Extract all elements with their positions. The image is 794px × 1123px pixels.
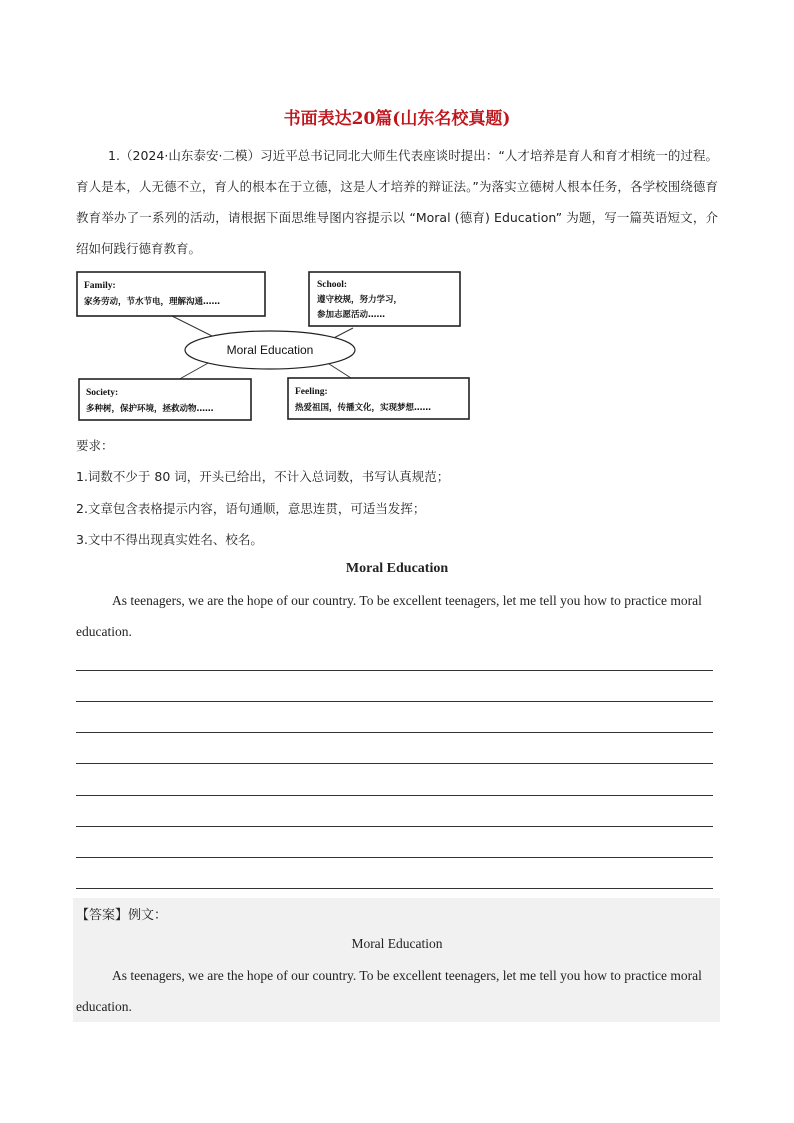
family-label: Family:	[84, 281, 116, 291]
school-text-line1: 遵守校规，努力学习，	[317, 295, 403, 305]
feeling-label: Feeling:	[295, 387, 328, 397]
requirement-item: 1.词数不少于 80 词，开头已给出，不计入总词数，书写认真规范；	[76, 469, 450, 484]
writing-line[interactable]	[76, 763, 713, 764]
school-text-line2: 参加志愿活动……	[317, 310, 386, 320]
essay-title: Moral Education	[345, 561, 449, 576]
requirement-item: 3.文中不得出现真实姓名、校名。	[76, 532, 263, 547]
family-box	[77, 272, 265, 316]
essay-opening	[76, 585, 718, 647]
question-prompt: 1.（2024·山东泰安·二模）习近平总书记同北大师生代表座谈时提出：“人才培养是育人和育才相统一的过程。育人是本，人无德不立，育人的根本在于立德，这是人才培养的辩证法。”为落实立德树人根本任务，各学校围绕德育教育举办了一系列的活动，请根据下面思维导图内容提示以 “Moral (德育) Education” 为题，写一篇英语短文，介绍如何践行德育教育。	[76, 148, 718, 256]
answer-text	[76, 960, 718, 1022]
school-label: School:	[317, 280, 348, 290]
answer-label: 【答案】例文：	[76, 908, 168, 923]
writing-line[interactable]	[76, 857, 713, 858]
writing-line[interactable]	[76, 795, 713, 796]
mind-map	[76, 268, 472, 424]
document-title: 书面表达20篇(山东名校真题)	[283, 109, 511, 129]
writing-line[interactable]	[76, 732, 713, 733]
writing-line[interactable]	[76, 701, 713, 702]
requirement-item: 2.文章包含表格提示内容，语句通顺，意思连贯，可适当发挥；	[76, 501, 426, 516]
center-node-label: Moral Education	[226, 343, 314, 357]
answer-title: Moral Education	[351, 936, 443, 951]
family-text: 家务劳动，节水节电，理解沟通……	[84, 297, 221, 307]
society-label: Society:	[86, 388, 119, 398]
writing-line[interactable]	[76, 826, 713, 827]
feeling-text: 热爱祖国，传播文化，实现梦想……	[295, 403, 432, 413]
writing-line[interactable]	[76, 670, 713, 671]
requirements-heading: 要求：	[76, 438, 114, 453]
essay-opening-text: As teenagers, we are the hope of our country. To be excellent teenagers, let me tell you how to practice moral education.	[76, 593, 702, 639]
society-text: 多种树，保护环境，拯救动物……	[86, 404, 214, 414]
answer-text-body: As teenagers, we are the hope of our country. To be excellent teenagers, let me tell you how to practice moral education.	[76, 968, 702, 1014]
writing-line[interactable]	[76, 888, 713, 889]
